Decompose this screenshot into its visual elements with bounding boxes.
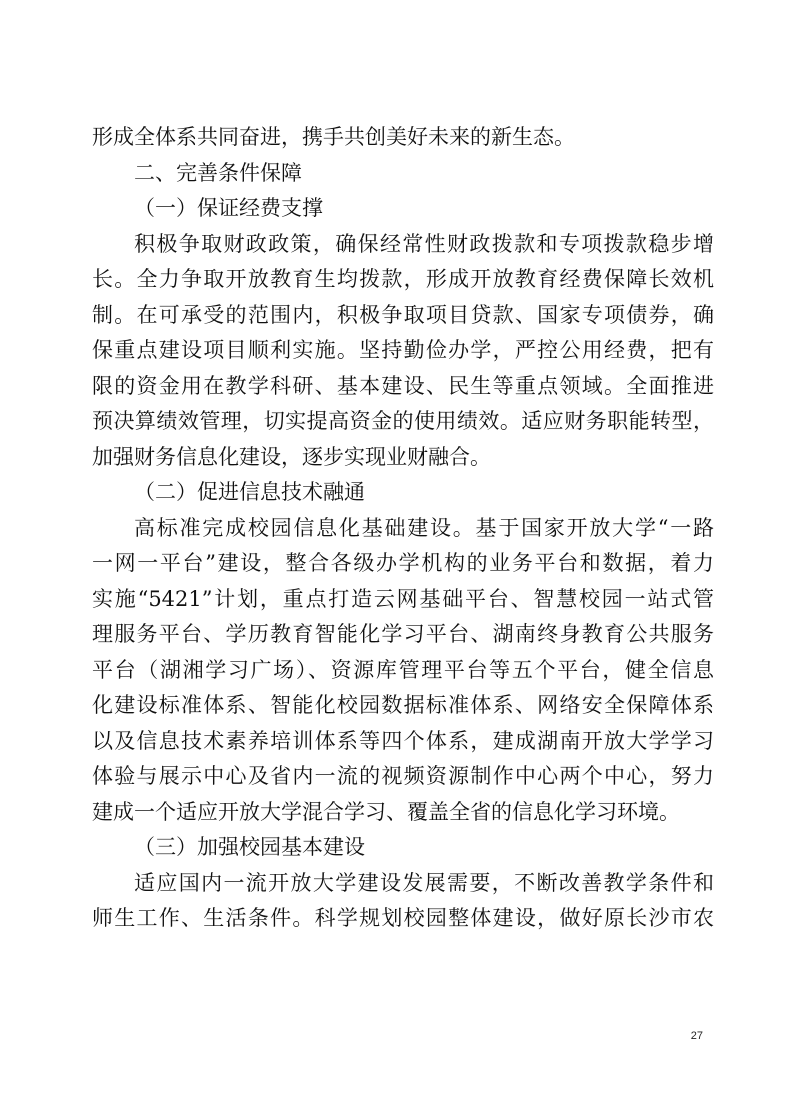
body-line: 长。全力争取开放教育生均拨款，形成开放教育经费保障长效机	[92, 267, 714, 291]
body-line: 高标准完成校园信息化基础建设。基于国家开放大学“一路	[134, 515, 714, 540]
body-line: 保重点建设项目顺利实施。坚持勤俭办学，严控公用经费，把有	[92, 338, 714, 362]
subsection-heading: （一）保证经费支撑	[134, 196, 323, 220]
page-number: 27	[690, 1030, 703, 1042]
body-line: 体验与展示中心及省内一流的视频资源制作中心两个中心，努力	[92, 764, 714, 788]
body-line: 实施“5421”计划，重点打造云网基础平台、智慧校园一站式管	[92, 586, 714, 611]
body-line: 建成一个适应开放大学混合学习、覆盖全省的信息化学习环境。	[92, 799, 680, 824]
body-line: 预决算绩效管理，切实提高资金的使用绩效。适应财务职能转型，	[92, 409, 714, 433]
body-line: 形成全体系共同奋进，携手共创美好未来的新生态。	[92, 125, 575, 149]
body-line: 以及信息技术素养培训体系等四个体系，建成湖南开放大学学习	[92, 728, 714, 753]
body-line: 适应国内一流开放大学建设发展需要，不断改善教学条件和	[134, 870, 714, 895]
body-line: 化建设标准体系、智能化校园数据标准体系、网络安全保障体系	[92, 693, 714, 717]
body-line: 理服务平台、学历教育智能化学习平台、湖南终身教育公共服务	[92, 622, 714, 646]
subsection-heading: （三）加强校园基本建设	[134, 835, 365, 859]
document-body	[92, 120, 714, 937]
body-line: 限的资金用在教学科研、基本建设、民生等重点领域。全面推进	[92, 373, 714, 398]
body-line: 一网一平台”建设，整合各级办学机构的业务平台和数据，着力	[92, 551, 714, 575]
subsection-heading: （二）促进信息技术融通	[134, 480, 365, 504]
body-line: 加强财务信息化建设，逐步实现业财融合。	[92, 444, 491, 469]
body-line: 制。在可承受的范围内，积极争取项目贷款、国家专项债券，确	[92, 302, 714, 327]
body-line: 平台（湖湘学习广场）、资源库管理平台等五个平台，健全信息	[92, 657, 714, 682]
section-heading: 二、完善条件保障	[134, 160, 302, 185]
body-line: 积极争取财政政策，确保经常性财政拨款和专项拨款稳步增	[134, 231, 714, 256]
body-line: 师生工作、生活条件。科学规划校园整体建设，做好原长沙市农	[92, 906, 714, 930]
